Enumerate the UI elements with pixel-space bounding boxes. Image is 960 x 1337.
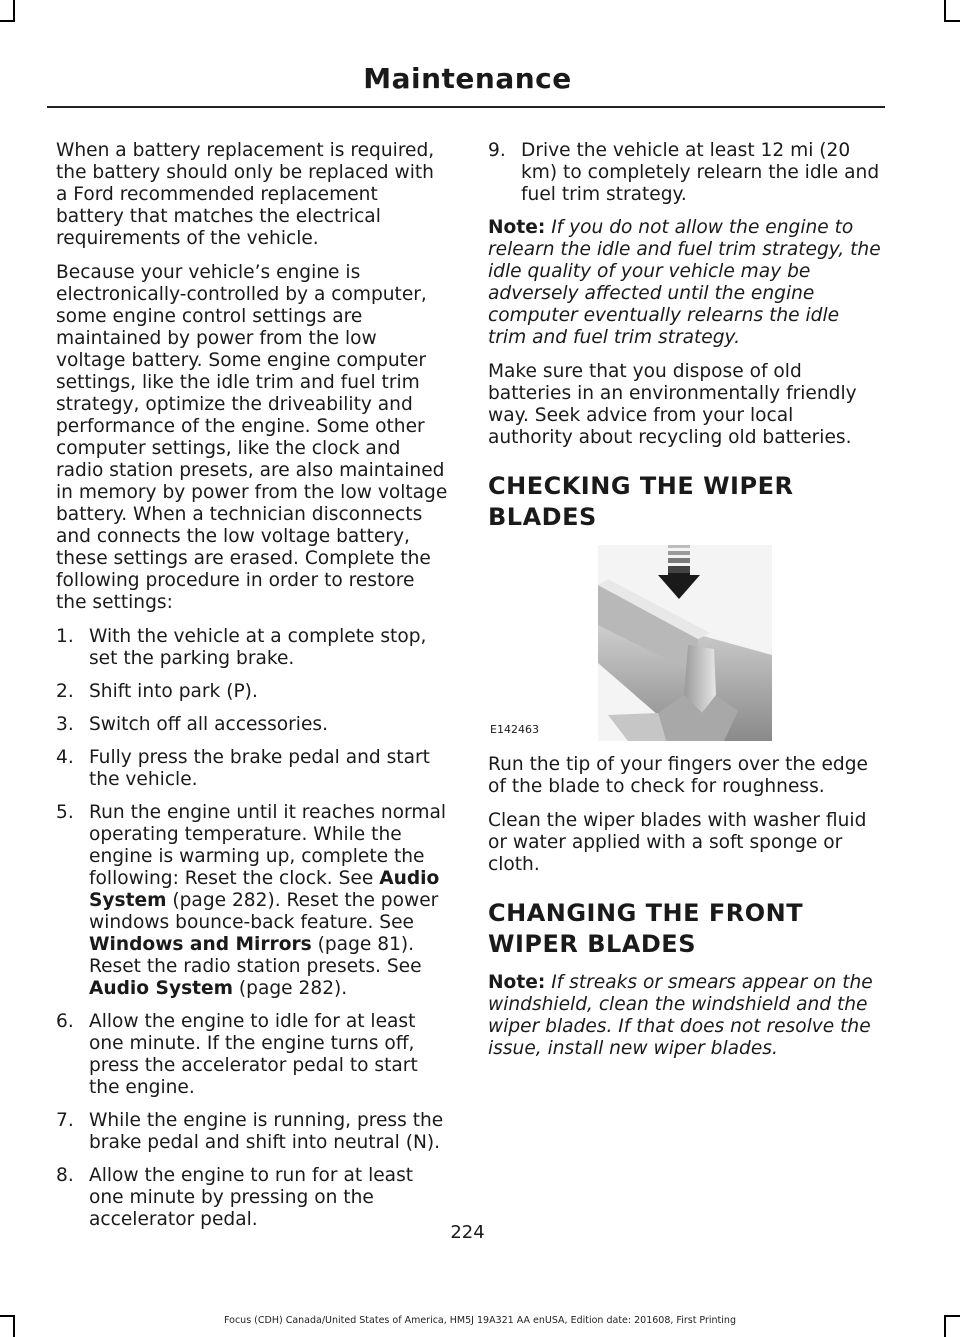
step-text: (page 81). Reset the radio station presets. See [89, 934, 422, 977]
crop-mark [944, 0, 946, 22]
step-text: Allow the engine to idle for at least one minute. If the engine turns off, press the accelerator pedal to start the engine. [89, 1011, 418, 1098]
list-item [56, 747, 448, 791]
checking-wiper-blades-heading: CHECKING THE WIPER BLADES [488, 472, 794, 531]
step-number: 8. [56, 1165, 74, 1186]
fingertip-check-paragraph: Run the tip of your fingers over the edge of the blade to check for roughness. [488, 754, 868, 797]
crop-mark [0, 20, 15, 22]
step-number: 3. [56, 714, 74, 735]
engine-computer-paragraph: Because your vehicle’s engine is electronically-controlled by a computer, some engine control settings are maintained by power from the low voltage battery. Some engine computer settings, like the idle trim and fuel trim strategy, optimize the driveability and performance of the engine. Some other computer settings, like the clock and radio station presets, are also maintained in memory by power from the low voltage battery. When a technician disconnects and connects the low voltage battery, these settings are erased. Complete the following procedure in order to restore the settings: [56, 262, 448, 613]
audio-system-link[interactable]: Audio System [89, 868, 440, 911]
note-text: If streaks or smears appear on the windshield, clean the windshield and the wiper blades. If that does not resolve the issue, install new wiper blades. [488, 972, 873, 1059]
step-number: 1. [56, 626, 74, 647]
restore-settings-steps [56, 626, 448, 1231]
windows-and-mirrors-link[interactable]: Windows and Mirrors [89, 934, 312, 955]
step-number: 5. [56, 802, 74, 823]
step-text: (page 282). [233, 978, 348, 999]
list-item [56, 714, 448, 736]
crop-mark [13, 0, 15, 22]
header-divider [47, 106, 885, 108]
step-text: While the engine is running, press the brake pedal and shift into neutral (N). [89, 1110, 444, 1153]
edition-footer: Focus (CDH) Canada/United States of America, HM5J 19A321 AA enUSA, Edition date: 201608, First Printing [224, 1315, 736, 1326]
figure-code: E142463 [490, 723, 539, 736]
step-number: 9. [488, 140, 506, 161]
step-text: Run the engine until it reaches normal operating temperature. While the engine is warming up, complete the following: Reset the clock. See [89, 802, 447, 889]
list-item [488, 140, 882, 206]
note-label: Note: [488, 972, 546, 993]
wiper-blade-image [488, 545, 772, 741]
right-column [488, 140, 882, 1072]
dispose-batteries-paragraph: Make sure that you dispose of old batteries in an environmentally friendly way. Seek advice from your local authority about recycling old batteries. [488, 361, 857, 448]
step-text: (page 282). Reset the power windows bounce-back feature. See [89, 890, 439, 933]
restore-settings-steps-continued [488, 140, 882, 206]
step-number: 6. [56, 1011, 74, 1032]
audio-system-link[interactable]: Audio System [89, 978, 234, 999]
changing-front-wiper-blades-heading: CHANGING THE FRONT WIPER BLADES [488, 899, 804, 958]
note-streaks [488, 972, 882, 1060]
left-column [56, 140, 448, 1242]
list-item [56, 1110, 448, 1154]
step-text: With the vehicle at a complete stop, set the parking brake. [89, 626, 427, 669]
note-text: If you do not allow the engine to relearn the idle and fuel trim strategy, the idle quality of your vehicle may be adversely affected until the engine computer eventually relearns the idle trim and fuel trim strategy. [488, 217, 881, 348]
list-item [56, 681, 448, 703]
note-relearn [488, 217, 882, 349]
crop-mark [944, 20, 960, 22]
list-item [56, 626, 448, 670]
list-item [56, 1011, 448, 1099]
clean-blades-paragraph: Clean the wiper blades with washer fluid or water applied with a soft sponge or cloth. [488, 810, 867, 875]
wiper-blade-illustration [488, 545, 772, 741]
step-text: Shift into park (P). [89, 681, 258, 702]
step-number: 4. [56, 747, 74, 768]
step-text: Allow the engine to run for at least one minute by pressing on the accelerator pedal. [89, 1165, 414, 1230]
step-text: Drive the vehicle at least 12 mi (20 km) to completely relearn the idle and fuel trim strategy. [521, 140, 880, 205]
step-text: Switch off all accessories. [89, 714, 328, 735]
page-title: Maintenance [363, 62, 572, 95]
list-item [56, 802, 448, 1000]
page-number: 224 [450, 1222, 485, 1243]
step-number: 2. [56, 681, 74, 702]
step-number: 7. [56, 1110, 74, 1131]
battery-replacement-paragraph: When a battery replacement is required, the battery should only be replaced with a Ford recommended replacement battery that matches the electrical requirements of the vehicle. [56, 140, 435, 249]
step-text: Fully press the brake pedal and start the vehicle. [89, 747, 430, 790]
note-label: Note: [488, 217, 546, 238]
